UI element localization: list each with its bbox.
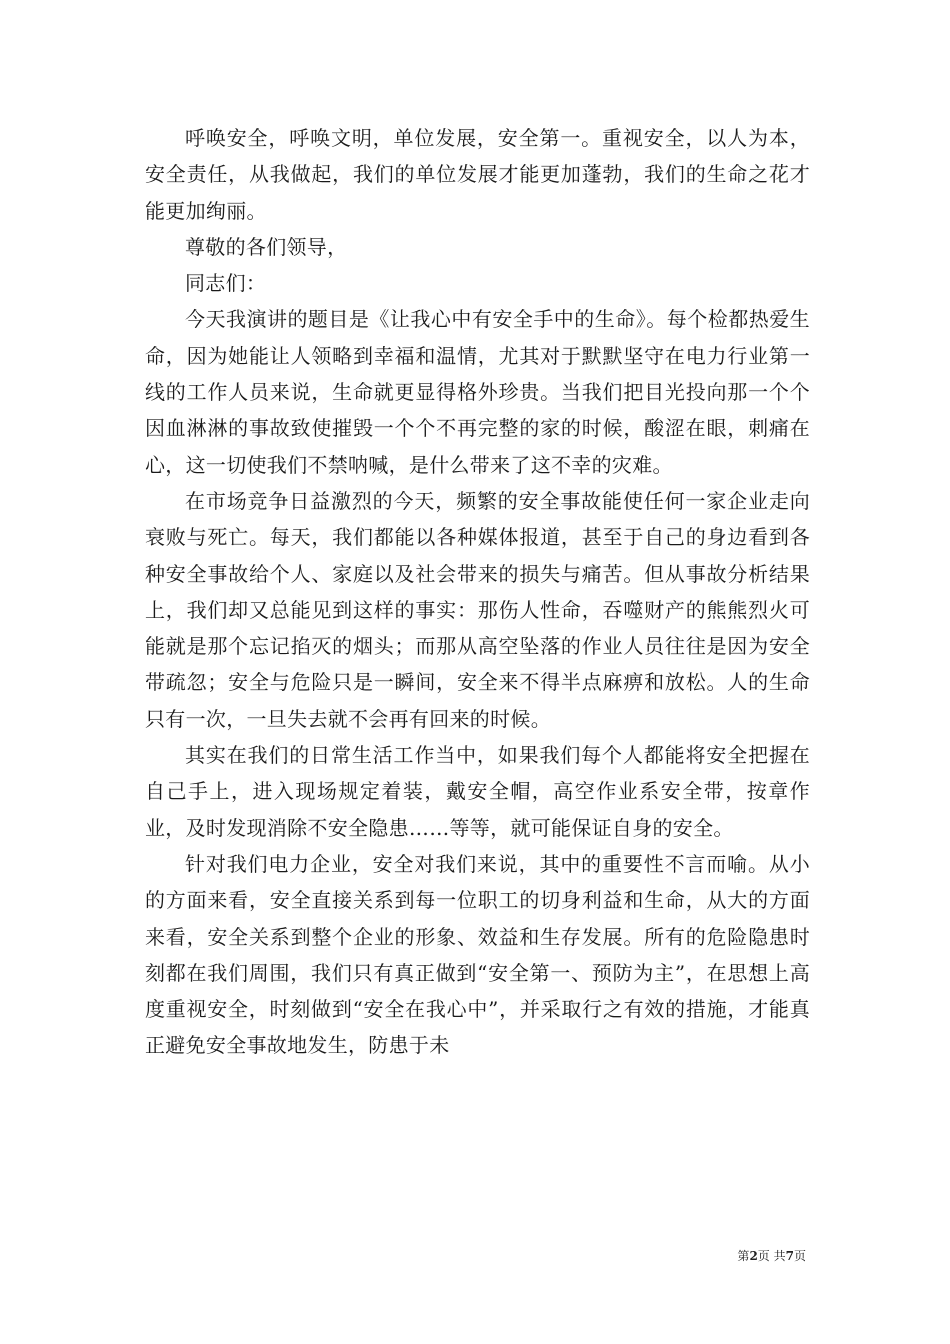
paragraph-1: 呼唤安全，呼唤文明，单位发展，安全第一。重视安全，以人为本，安全责任，从我做起，我们的单位发展才能更加蓬勃，我们的生命之花才能更加绚丽。 bbox=[145, 126, 810, 223]
page-number-footer bbox=[737, 1248, 806, 1264]
paragraph-2: 今天我演讲的题目是《让我心中有安全手中的生命》。每个检都热爱生命，因为她能让人领略到幸福和温情，尤其对于默默坚守在电力行业第一线的工作人员来说，生命就更显得格外珍贵。当我们把目光投向那一个个因血淋淋的事故致使摧毁一个个不再完整的家的时候，酸涩在眼，刺痛在心，这一切使我们不禁呐喊，是什么带来了这不幸的灾难。 bbox=[145, 307, 810, 477]
paragraph-3: 在市场竞争日益激烈的今天，频繁的安全事故能使任何一家企业走向衰败与死亡。每天，我们都能以各种媒体报道，甚至于自己的身边看到各种安全事故给个人、家庭以及社会带来的损失与痛苦。但从事故分析结果上，我们却又总能见到这样的事实：那伤人性命，吞噬财产的熊熊烈火可能就是那个忘记掐灭的烟头；而那从高空坠落的作业人员往往是因为安全带疏忽；安全与危险只是一瞬间，安全来不得半点麻痹和放松。人的生命只有一次，一旦失去就不会再有回来的时候。 bbox=[145, 488, 810, 731]
footer-prefix: 第 bbox=[737, 1249, 750, 1263]
paragraph-5: 针对我们电力企业，安全对我们来说，其中的重要性不言而喻。从小的方面来看，安全直接关系到每一位职工的切身利益和生命，从大的方面来看，安全关系到整个企业的形象、效益和生存发展。所有的危险隐患时刻都在我们周围，我们只有真正做到“安全第一、预防为主”，在思想上高度重视安全，时刻做到“安全在我心中”，并采取行之有效的措施，才能真正避免安全事故地发生，防患于未 bbox=[145, 851, 810, 1058]
paragraph-4: 其实在我们的日常生活工作当中，如果我们每个人都能将安全把握在自己手上，进入现场规定着装，戴安全帽，高空作业系安全带，按章作业，及时发现消除不安全隐患……等等，就可能保证自身的安全。 bbox=[145, 743, 810, 840]
footer-middle: 页 共 bbox=[757, 1249, 786, 1263]
paragraph-greeting: 尊敬的各们领导， bbox=[185, 234, 348, 259]
footer-total-pages: 7 bbox=[785, 1249, 794, 1263]
document-body bbox=[145, 120, 810, 1064]
footer-suffix: 页 bbox=[793, 1249, 806, 1263]
paragraph-salutation: 同志们： bbox=[185, 271, 267, 296]
footer-current-page: 2 bbox=[749, 1249, 758, 1263]
